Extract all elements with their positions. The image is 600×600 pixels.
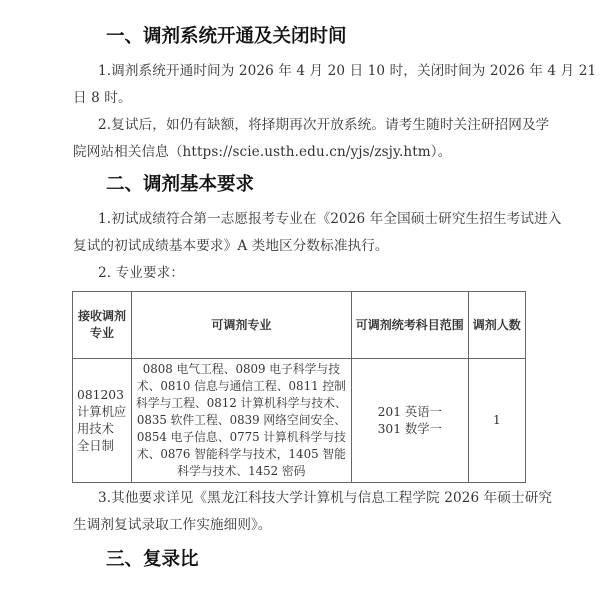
text-line: 3.其他要求详见《黑龙江科技大学计算机与信息工程学院 2026 年硕士研究 bbox=[98, 490, 553, 506]
text-line: 复试的初试成绩基本要求》A 类地区分数标准执行。 bbox=[73, 238, 389, 254]
text-line: 1.初试成绩符合第一志愿报考专业在《2026 年全国硕士研究生招生考试进入 bbox=[98, 211, 562, 227]
text-line: 日 8 时。 bbox=[73, 90, 132, 106]
paragraph-score-requirement bbox=[73, 206, 600, 260]
adjustment-table bbox=[72, 291, 526, 483]
cell-count: 1 bbox=[468, 359, 525, 483]
cell-subject-range: 201 英语一 301 数学一 bbox=[351, 359, 468, 483]
paragraph-other-requirements bbox=[73, 485, 600, 539]
heading-section-2: 二、调剂基本要求 bbox=[106, 174, 255, 195]
header-receiving-major: 接收调剂专业 bbox=[73, 292, 132, 359]
header-eligible-majors: 可调剂专业 bbox=[132, 292, 352, 359]
paragraph-major-requirement: 2. 专业要求： bbox=[98, 265, 185, 281]
paragraph-reopen-notice bbox=[73, 112, 600, 166]
header-count: 调剂人数 bbox=[468, 292, 525, 359]
cell-receiving-major: 081203 计算机应 用技术 全日制 bbox=[73, 359, 132, 483]
table-header-row bbox=[73, 292, 526, 359]
paragraph-open-close-time bbox=[73, 58, 600, 112]
heading-section-3: 三、复录比 bbox=[106, 549, 199, 570]
text-line: 2.复试后，如仍有缺额，将择期再次开放系统。请考生随时关注研招网及学 bbox=[98, 117, 550, 133]
cell-eligible-majors: 0808 电气工程、0809 电子科学与技 术、0810 信息与通信工程、0811 控制 科学与工程、0812 计算机科学与技术、 0835 软件工程、0839 网络空间安全、 0854 电子信息、0775 计算机科学与技 术、0876 智能科学与技术，1405 智能 科学与技术、1452 密码 bbox=[132, 359, 352, 483]
text-line: 生调剂复试录取工作实施细则》。 bbox=[73, 517, 272, 533]
table-row bbox=[73, 359, 526, 483]
header-subject-range: 可调剂统考科目范围 bbox=[351, 292, 468, 359]
text-line: 院网站相关信息（https://scie.usth.edu.cn/yjs/zsjy.htm）。 bbox=[73, 144, 452, 160]
heading-section-1: 一、调剂系统开通及关闭时间 bbox=[106, 26, 347, 47]
text-line: 1.调剂系统开通时间为 2026 年 4 月 20 日 10 时，关闭时间为 2026 年 4 月 21 bbox=[98, 63, 597, 79]
